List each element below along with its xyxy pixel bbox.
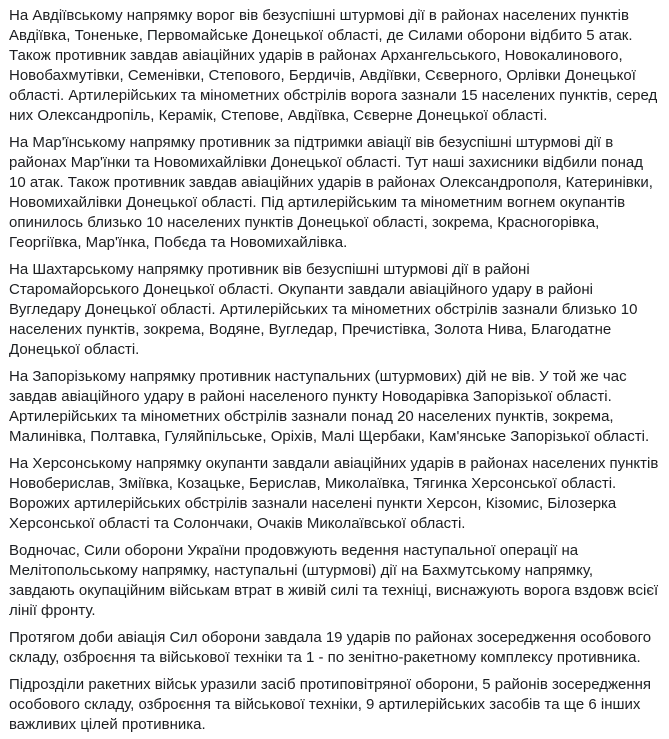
post-paragraph-aviation-strikes: Протягом доби авіація Сил оборони завдала 19 ударів по районах зосередження особового складу, озброєння та військової техніки та 1 - по зенітно-ракетному комплексу противника. (9, 629, 652, 666)
post-paragraph-missile-strikes: Підрозділи ракетних військ уразили засіб протиповітряної оборони, 5 районів зосередження особового складу, озброєння та військової техніки, 9 артилерійських засобів та ще 6 інших важливих цілей противника. (9, 676, 652, 733)
post-paragraph-shakhtarsk-direction: На Шахтарському напрямку противник вів безуспішні штурмові дії в районі Старомайорського Донецької області. Окупанти завдали авіаційного удару в районі Вугледару Донецької області. Артилерійських та мінометних обстрілів зазнали близько 10 населених пунктів, зокрема, Водяне, Вугледар, Пречистівка, Золота Нива, Благодатне Донецької області. (9, 261, 638, 358)
post-paragraph-kherson-direction: На Херсонському напрямку окупанти завдали авіаційних ударів в районах населених пунктів Новоберислав, Зміївка, Козацьке, Берислав, Миколаївка, Тягинка Херсонської області. Ворожих артилерійських обстрілів зазнали населені пункти Херсон, Кізомис, Білозерка Херсонської області та Солончаки, Очаків Миколаївської області. (9, 455, 659, 532)
post-paragraph-defense-operations: Водночас, Сили оборони України продовжують ведення наступальної операції на Мелітопольському напрямку, наступальні (штурмові) дії на Бахмутському напрямку, завдають окупаційним військам втрат в живій силі та техніці, виснажують ворога вздовж всієї лінії фронту. (9, 542, 659, 619)
post-paragraph-avdiivka-direction: На Авдіївському напрямку ворог вів безуспішні штурмові дії в районах населених пунктів Авдіївка, Тоненьке, Первомайське Донецької області, де Силами оборони відбито 5 атак. Також противник завдав авіаційних ударів в районах Архангельського, Новокалинового, Новобахмутівки, Семенівки, Степового, Бердичів, Авдіївки, Сєверного, Орлівки Донецької області. Артилерійських та мінометних обстрілів ворога зазнали 15 населених пунктів, серед них Олександропіль, Керамік, Степове, Авдіївка, Сєверне Донецької області. (9, 7, 658, 124)
post-paragraph-zaporizhzhia-direction: На Запорізькому напрямку противник наступальних (штурмових) дій не вів. У той же час завдав авіаційного удару в районі населеного пункту Новодарівка Запорізької області. Артилерійських та мінометних обстрілів зазнали понад 20 населених пунктів, зокрема, Малинівка, Полтавка, Гуляйпільське, Оріхів, Малі Щербаки, Кам'янське Запорізької області. (9, 368, 650, 445)
post-paragraph-marinka-direction: На Мар'їнському напрямку противник за підтримки авіації вів безуспішні штурмові дії в районах Мар'їнки та Новомихайлівки Донецької області. Тут наші захисники відбили понад 10 атак. Також противник завдав авіаційних ударів в районах Олександрополя, Катеринівки, Новомихайлівки Донецької області. Під артилерійським та мінометним вогнем окупантів опинилось близько 10 населених пунктів Донецької області, зокрема, Красногорівка, Георгіївка, Мар'їнка, Побєда та Новомихайлівка. (9, 134, 653, 251)
